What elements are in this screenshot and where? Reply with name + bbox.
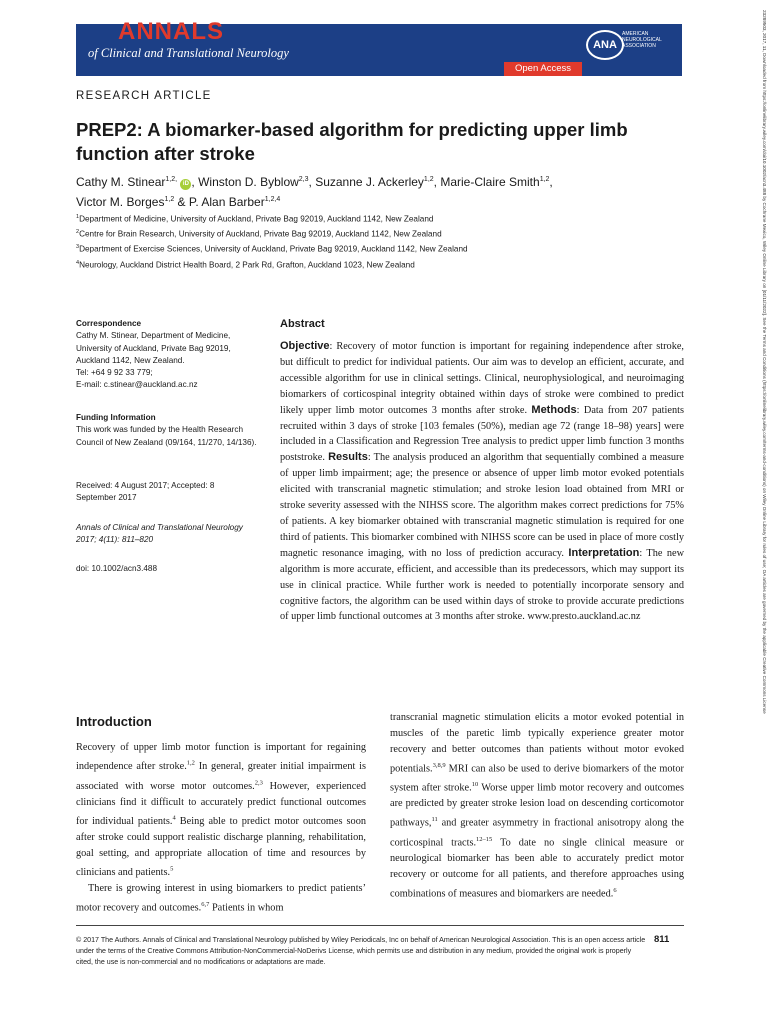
intro-column-left [76,740,366,916]
page-number: 811 [654,934,670,945]
author-affil-ref: 1,2, [165,176,178,183]
funding-heading: Funding Information [76,413,156,422]
author-name[interactable]: Victor M. Borges [76,195,165,209]
citation-ref[interactable]: 4 [172,814,176,822]
citation-ref[interactable]: 11 [431,816,438,824]
author-name[interactable]: Marie-Claire Smith [440,175,540,189]
orcid-icon[interactable]: iD [180,179,191,190]
citation-ref[interactable]: 5 [170,865,174,873]
interpretation-label: Interpretation [568,546,640,559]
objective-text: : Recovery of motor function is important for regaining independence after stroke, but difficult to predict for individual patients. Our aim was to develop an efficient, accurate, and accessible algorithm for use in clinical settings. Clinical, neurophysiological, and neuroimaging biomarkers of corticospinal integrity obtained within days of stroke were combined to predict likely upper limb motor outcomes 3 months after stroke. [280,341,684,416]
affiliation-item: $^3$Department of Exercise Sciences, University of Auckland, Private Bag 92019, Auckland 1142, New Zealand [76,244,468,255]
citation-ref[interactable]: 10 [471,781,479,789]
funding-text: This work was funded by the Health Research Council of New Zealand (09/164, 11/270, 14/136). [76,425,257,447]
download-watermark-text: 23289503, 2017, 11, Downloaded from https://onlinelibrary.wiley.com/doi/10.1002/acn3.488 by Cochrane Mexico, Wiley Online Library on [01/11/2022]. See the Terms and Conditions (https://onlinelibrary.wiley.com/terms-and-conditions) on Wiley Online Library for rules of use; OA articles are governed by the applicable Creative Commons License [762,10,767,714]
affiliation-item: $^4$Neurology, Auckland District Health Board, 2 Park Rd, Grafton, Auckland 1023, New Zealand [76,259,415,270]
citation-ref[interactable]: 2,3 [254,779,263,787]
journal-subtitle: of Clinical and Translational Neurology [88,46,289,60]
citation-ref[interactable]: 6 [613,886,617,894]
affiliation-item: $^1$Department of Medicine, University of Auckland, Private Bag 92019, Auckland 1142, New Zealand [76,214,434,224]
intro-paragraph-1: Recovery of upper limb motor function is important for regaining independence after stroke.$^{1,2}$ In general, greater initial impairment is associated with worse motor outcomes.$^{2,3}$ However, experienced clinicians find it difficult to accurately predict functional outcomes for individual patients.$^4$ Being able to predict motor outcomes soon after stroke could support realistic discharge planning, rehabilitation, goal setting, and appropriate allocation of time and resources by clinicians and patients.$^5$ [76,742,366,879]
copyright-notice: © 2017 The Authors. Annals of Clinical and Translational Neurology published by Wiley Periodicals, Inc on behalf of American Neurological Association. This is an open access article under the terms of the Creative Commons Attribution-NonCommercial-NoDerivs License, which permits use and distribution in any medium, provided the original work is properly cited, the use is non-commercial and no modifications or adaptations are made. [76,936,646,966]
correspondence-line: Auckland 1142, New Zealand. [76,355,185,365]
author-affil-ref: 1,2 [423,176,434,183]
doi[interactable]: doi: 10.1002/acn3.488 [76,564,158,573]
introduction-heading: Introduction [76,714,152,729]
ana-name: AMERICAN NEUROLOGICAL ASSOCIATION [622,31,662,49]
correspondence-block [76,318,266,392]
download-watermark [760,0,768,1024]
affiliation-item: $^2$Centre for Brain Research, University of Auckland, Private Bag 92019, Auckland 1142, New Zealand [76,229,442,239]
received-dates: Received: 4 August 2017; Accepted: 8 September 2017 [76,481,215,503]
author-affil-ref: 1,2 [539,176,550,183]
citation: Annals of Clinical and Translational Neurology 2017; 4(11): 811–820 [76,523,243,545]
affiliations [76,211,696,272]
article-title: PREP2: A biomarker-based algorithm for predicting upper limb function after stroke [76,119,628,164]
journal-logo: ANNALS [118,18,224,45]
objective-label: Objective [280,340,330,352]
author-affil-ref: 1,2 [164,196,175,203]
citation-ref[interactable]: 6,7 [201,900,210,908]
intro-paragraph-2: There is growing interest in using biomarkers to predict patients’ motor recovery and outcomes.$^{6,7}$ Patients in whom [76,882,366,914]
methods-text: : Data from 207 patients recruited within 3 days of stroke [103 females (50%), median age 72 (range 18–98) years] were included in a Classification and Regression Tree analysis to predict upper limb function 3 months poststroke. [280,404,684,464]
correspondence-email[interactable]: E-mail: c.stinear@auckland.ac.nz [76,380,198,390]
results-text: : The analysis produced an algorithm that sequentially combined a measure of upper limb impairment; age; the presence or absence of upper limb motor evoked potentials elicited with transcranial magnetic stimulation; and stroke lesion load obtained from MRI or stroke severity assessed with the NIHSS score. The algorithm makes correct predictions for 75% of patients. A key biomarker obtained with transcranial magnetic stimulation is required for one third of patients. This biomarker combined with NIHSS score can be used in place of more costly magnetic resonance imaging, with no loss of prediction accuracy. [280,452,685,559]
correspondence-line: Cathy M. Stinear, Department of Medicine, [76,331,231,341]
interpretation-text: : The new algorithm is more accurate, efficient, and accessible than its predecessors, which may support its use in clinical practice. While further work is needed to potentially incorporate sensory and cognitive factors, the algorithm can be used within days of stroke to provide accurate predictions of upper limb functional outcomes at 3 months after stroke. www.presto.auckland.ac.nz [280,547,684,623]
author-name[interactable]: Suzanne J. Ackerley [315,175,424,189]
abstract-body [280,339,684,625]
correspondence-line: Tel: +64 9 92 33 779; [76,368,153,378]
citation-ref[interactable]: 1,2 [186,759,195,767]
article-type: RESEARCH ARTICLE [76,90,212,102]
ana-logo-icon: ANA [586,30,624,60]
citation-ref[interactable]: 12–15 [476,835,493,843]
correspondence-heading: Correspondence [76,319,142,328]
open-access-badge[interactable]: Open Access [504,62,582,76]
methods-label: Methods [531,403,577,416]
correspondence-line: University of Auckland, Private Bag 92019, [76,343,231,353]
author-name[interactable]: P. Alan Barber [188,195,265,209]
funding-block [76,412,266,449]
abstract-heading: Abstract [280,318,325,330]
intro-column-right: transcranial magnetic stimulation elicits a motor evoked potential in muscles of the paretic limb typically experience greater motor recovery and better outcomes than patients without motor evoked potentials.$^{3,8,9}$ MRI can also be used to derive biomarkers of the motor system after stroke.$^{10}$ Worse upper limb motor recovery and outcomes are predicted by greater stroke lesion load on descending corticomotor pathways,$^{11}$ and greater asymmetry in fractional anisotropy along the corticospinal tracts.$^{12-15}$ To date no single clinical measure or neurological biomarker has been able to accurately predict motor recovery or outcome for all patients, and therefore approaches using combinations of measures and biomarkers are needed.$^6$ [390,712,684,900]
citation-ref[interactable]: 3,8,9 [432,761,446,769]
author-name[interactable]: Cathy M. Stinear [76,175,166,189]
footer-divider [76,925,684,926]
author-name[interactable]: Winston D. Byblow [198,175,299,189]
author-list: Cathy M. Stinear$^{1,2,}$ iD , Winston D. Byblow$^{2,3}$, Suzanne J. Ackerley$^{1,2}$, Marie-Claire Smith$^{1,2}$, Victor M. Borges$^{1,2}$ & P. Alan Barber$^{1,2,4}$ [76,175,553,209]
author-affil-ref: 1,2,4 [264,196,281,203]
author-affil-ref: 2,3 [298,176,309,183]
results-label: Results [328,451,368,464]
